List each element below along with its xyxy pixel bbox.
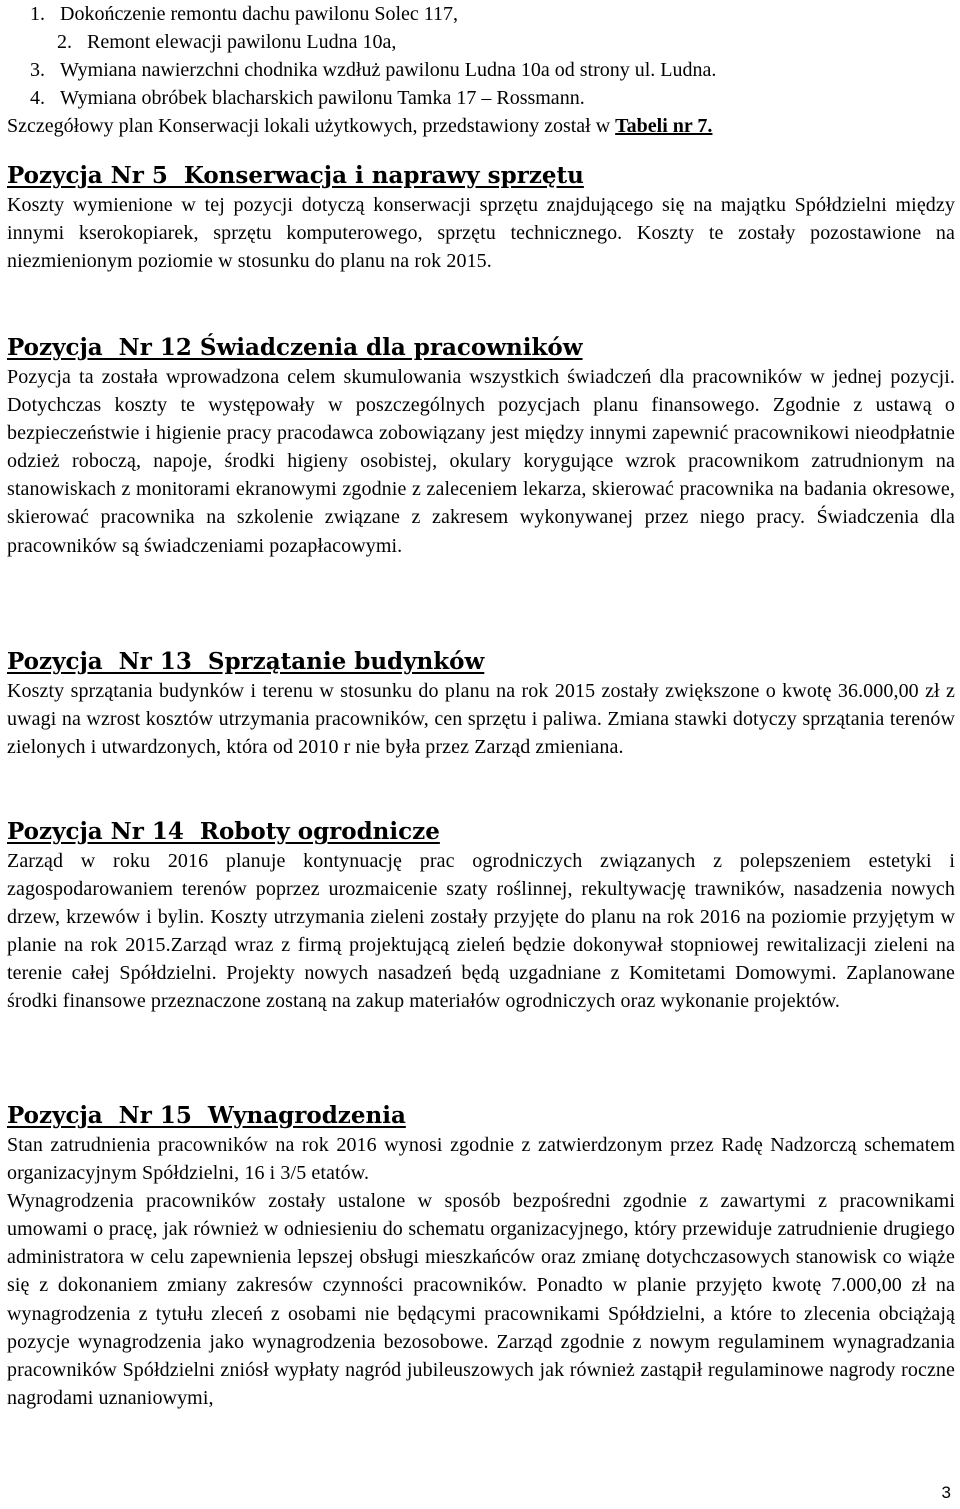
section-heading: Pozycja Nr 5 Konserwacja i naprawy sprzętu: [7, 162, 584, 189]
list-item-text: Remont elewacji pawilonu Ludna 10a,: [87, 31, 397, 53]
section-paragraph: Zarząd w roku 2016 planuje kontynuację prac ogrodniczych związanych z polepszeniem estetyki i zagospodarowaniem terenów poprzez urozmaicenie szaty roślinnej, rekultywację trawników, nasadzenia nowych drzew, krzewów i bylin. Koszty utrzymania zieleni zostały przyjęte do planu na rok 2016 na poziomie przyjętym w planie na rok 2015.Zarząd wraz z firmą projektującą zieleń będzie dokonywał stopniowej rewitalizacji zieleni na terenie całej Spółdzielni. Projekty nowych nasadzeń będą uzgadniane z Komitetami Domowymi. Zaplanowane środki finansowe przeznaczone zostaną na zakup materiałów ogrodniczych oraz wykonanie projektów.: [7, 850, 955, 1013]
list-item-number: 2.: [57, 31, 72, 53]
list-item-text: Wymiana obróbek blacharskich pawilonu Tamka 17 – Rossmann.: [60, 87, 585, 109]
section-paragraph: Wynagrodzenia pracowników zostały ustalone w sposób bezpośredni zgodnie z zawartymi z pracownikami umowami o pracę, jak również w odniesieniu do schematu organizacyjnego, który przewiduje zatrudnienie drugiego administratora w celu zapewnienia lepszej obsługi mieszkańców oraz zmianę dotychczasowych stanowisk co wiąże się z dokonaniem zmiany zakresów czynności pracowników. Ponadto w planie przyjęto kwotę 7.000,00 zł na wynagrodzenia z tytułu zleceń z osobami nie będącymi pracownikami Spółdzielni, a które to zlecenia obciążają pozycje wynagrodzenia jako wynagrodzenia bezosobowe. Zarząd zgodnie z nowym regulaminem wynagradzania pracowników Spółdzielni zniósł wypłaty nagród jubileuszowych jak również zastąpił regulaminowe nagrody roczne nagrodami uznaniowymi,: [7, 1190, 955, 1409]
section-paragraph: Koszty wymienione w tej pozycji dotyczą konserwacji sprzętu znajdującego się na majątku Spółdzielni między innymi kserokopiarek, sprzętu komputerowego, sprzętu technicznego. Koszty te zostały pozostawione na niezmienionym poziomie w stosunku do planu na rok 2015.: [7, 194, 955, 273]
list-item: [7, 0, 955, 28]
task-list-block: [7, 0, 955, 140]
table-reference-link[interactable]: Tabeli nr 7.: [615, 115, 713, 137]
section-heading: Pozycja Nr 15 Wynagrodzenia: [7, 1102, 406, 1129]
section-position-15: [7, 1101, 955, 1412]
section-paragraph: Pozycja ta została wprowadzona celem skumulowania wszystkich świadczeń dla pracowników w jednej pozycji. Dotychczas koszty te występowały w poszczególnych pozycjach planu finansowego. Zgodnie z ustawą o bezpieczeństwie i higienie pracy pracodawca zobowiązany jest między innymi zapewnić pracownikowi nieodpłatnie odzież roboczą, napoje, środki higieny osobistej, okulary korygujące wzrok pracownikom zatrudnionym na stanowiskach z monitorami ekranowymi zgodnie z zaleceniem lekarza, skierować pracownika na badania okresowe, skierować pracownika na szkolenie związane z zakresem wykonywanej przez niego pracy. Świadczenia dla pracowników są świadczeniami pozapłacowymi.: [7, 366, 955, 557]
section-paragraph: Stan zatrudnienia pracowników na rok 2016 wynosi zgodnie z zatwierdzonym przez Radę Nadzorczą schematem organizacyjnym Spółdzielni, 16 i 3/5 etatów.: [7, 1134, 955, 1185]
section-position-14: [7, 817, 955, 1016]
section-heading: Pozycja Nr 14 Roboty ogrodnicze: [7, 818, 440, 845]
numbered-list: [7, 0, 955, 112]
summary-text: Szczegółowy plan Konserwacji lokali użytkowych, przedstawiony został w: [7, 115, 616, 137]
section-position-12: [7, 333, 955, 560]
page-number: 3: [941, 1483, 951, 1502]
list-item-text: Dokończenie remontu dachu pawilonu Solec 117,: [60, 3, 459, 25]
list-item-number: 3.: [30, 59, 45, 81]
summary-line: [7, 112, 955, 140]
list-item-number: 1.: [30, 3, 45, 25]
list-item: [7, 56, 955, 84]
section-position-13: [7, 647, 955, 761]
section-heading: Pozycja Nr 13 Sprzątanie budynków: [7, 648, 485, 675]
list-item: [7, 84, 955, 112]
list-item-text: Wymiana nawierzchni chodnika wzdłuż pawilonu Ludna 10a od strony ul. Ludna.: [60, 59, 717, 81]
section-position-5: [7, 161, 955, 275]
section-paragraph: Koszty sprzątania budynków i terenu w stosunku do planu na rok 2015 zostały zwiększone o kwotę 36.000,00 zł z uwagi na wzrost kosztów utrzymania pracowników, cen sprzętu i paliwa. Zmiana stawki dotyczy sprzątania terenów zielonych i utwardzonych, która od 2010 r nie była przez Zarząd zmieniana.: [7, 680, 955, 759]
list-item-number: 4.: [30, 87, 45, 109]
section-heading: Pozycja Nr 12 Świadczenia dla pracowników: [7, 334, 583, 361]
list-item: [7, 28, 955, 56]
